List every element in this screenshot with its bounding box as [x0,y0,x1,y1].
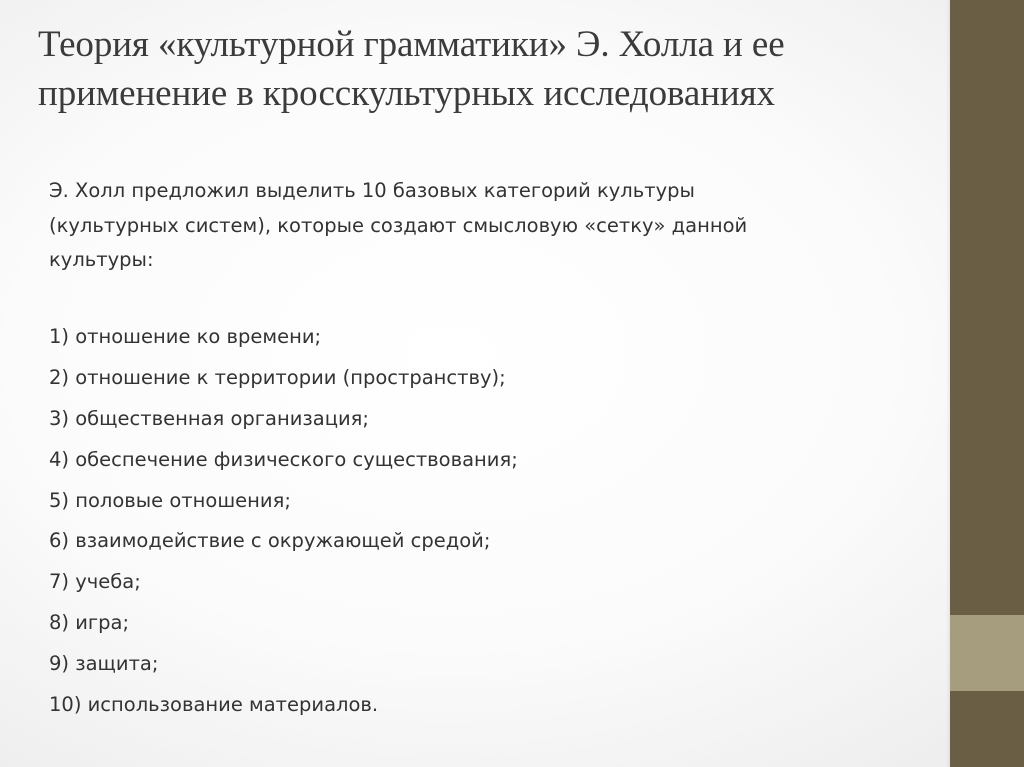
list-item: 2) отношение к территории (пространству); [49,365,506,389]
list-item: 1) отношение ко времени; [49,325,322,348]
list-item: 7) учеба; [49,570,141,594]
intro-line: культуры: [49,248,154,271]
list-item: 5) половые отношения; [49,488,291,512]
list-item: 8) игра; [49,611,130,635]
intro-line: (культурных систем), которые создают смысловую «сетку» данной [49,213,748,237]
list-item: 9) защита; [49,652,159,676]
list-item: 6) взаимодействие с окружающей средой; [49,529,491,553]
list-item: 10) использование материалов. [49,693,379,717]
slide-body [49,174,929,717]
slide-title-line: применение в кросскультурных исследованиях [38,73,775,114]
list-item: 3) общественная организация; [49,406,369,430]
list-item: 4) обеспечение физического существования; [49,447,518,471]
intro-paragraph [49,174,929,278]
intro-line: Э. Холл предложил выделить 10 базовых категорий культуры [49,179,695,202]
slide-title [38,20,918,118]
decorative-sidebar-accent [950,615,1024,691]
categories-list [49,317,518,726]
slide-title-line: Теория «культурной грамматики» Э. Холла и ее [38,24,785,65]
